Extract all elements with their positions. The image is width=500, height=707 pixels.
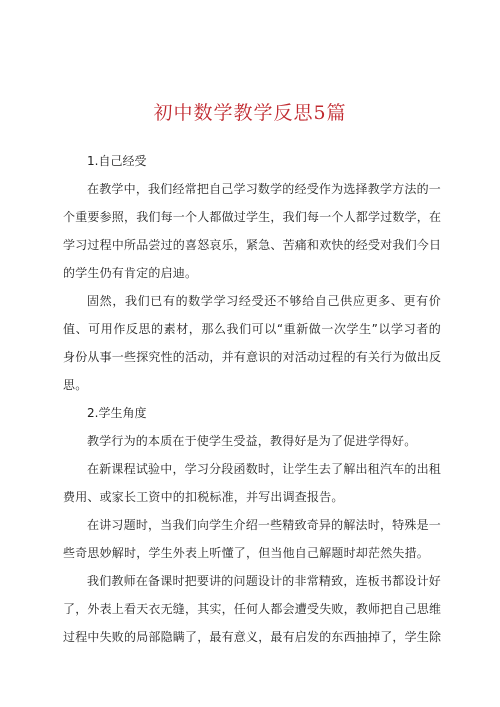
text-line: 些奇思妙解时，学生外表上听懂了，但当他自己解题时却茫然失措。 bbox=[63, 546, 430, 560]
text-line: 在教学中，我们经常把自己学习数学的经受作为选择教学方法的一 bbox=[87, 182, 441, 196]
paragraph bbox=[63, 175, 441, 287]
text-line: 我们教师在备课时把要讲的问题设计的非常精致，连板书都设计好 bbox=[87, 574, 441, 588]
paragraph bbox=[63, 427, 441, 455]
text-line: 的学生仍有肯定的启迪。 bbox=[63, 266, 198, 280]
text-line: 了，外表上看天衣无缝，其实，任何人都会遭受失败，教师把自己思维 bbox=[63, 602, 442, 616]
text-line: 在讲习题时，当我们向学生介绍一些精致奇异的解法时，特殊是一 bbox=[87, 518, 441, 532]
text-line: 过程中失败的局部隐瞒了，最有意义，最有启发的东西抽掉了，学生除 bbox=[63, 630, 442, 644]
text-line: 固然，我们已有的数学学习经受还不够给自己供应更多、更有价 bbox=[87, 294, 441, 308]
text-line: 值、可用作反思的素材，那么我们可以“重新做一次学生”以学习者的 bbox=[63, 322, 441, 336]
text-line: 费用、或家长工资中的扣税标准，并写出调查报告。 bbox=[63, 490, 344, 504]
text-line: 教学行为的本质在于使学生受益，教得好是为了促进学得好。 bbox=[87, 434, 417, 448]
paragraph bbox=[63, 287, 441, 399]
text-line: 学习过程中所品尝过的喜怒哀乐，紧急、苦痛和欢快的经受对我们今日 bbox=[63, 238, 442, 252]
paragraph bbox=[63, 567, 441, 651]
text-line: 在新课程试验中，学习分段函数时，让学生去了解出租汽车的出租 bbox=[87, 462, 441, 476]
document-body bbox=[63, 147, 441, 651]
text-line: 个重要参照，我们每一个人都做过学生，我们每一个人都学过数学，在 bbox=[63, 210, 442, 224]
paragraph bbox=[63, 455, 441, 511]
text-line: 身份从事一些探究性的活动，并有意识的对活动过程的有关行为做出反 bbox=[63, 350, 442, 364]
section-heading-2: 2.学生角度 bbox=[87, 406, 147, 420]
text-line: 思。 bbox=[63, 378, 88, 392]
document-title: 初中数学教学反思5篇 bbox=[153, 102, 347, 124]
section-heading-1: 1.自己经受 bbox=[87, 154, 147, 168]
paragraph bbox=[63, 511, 441, 567]
